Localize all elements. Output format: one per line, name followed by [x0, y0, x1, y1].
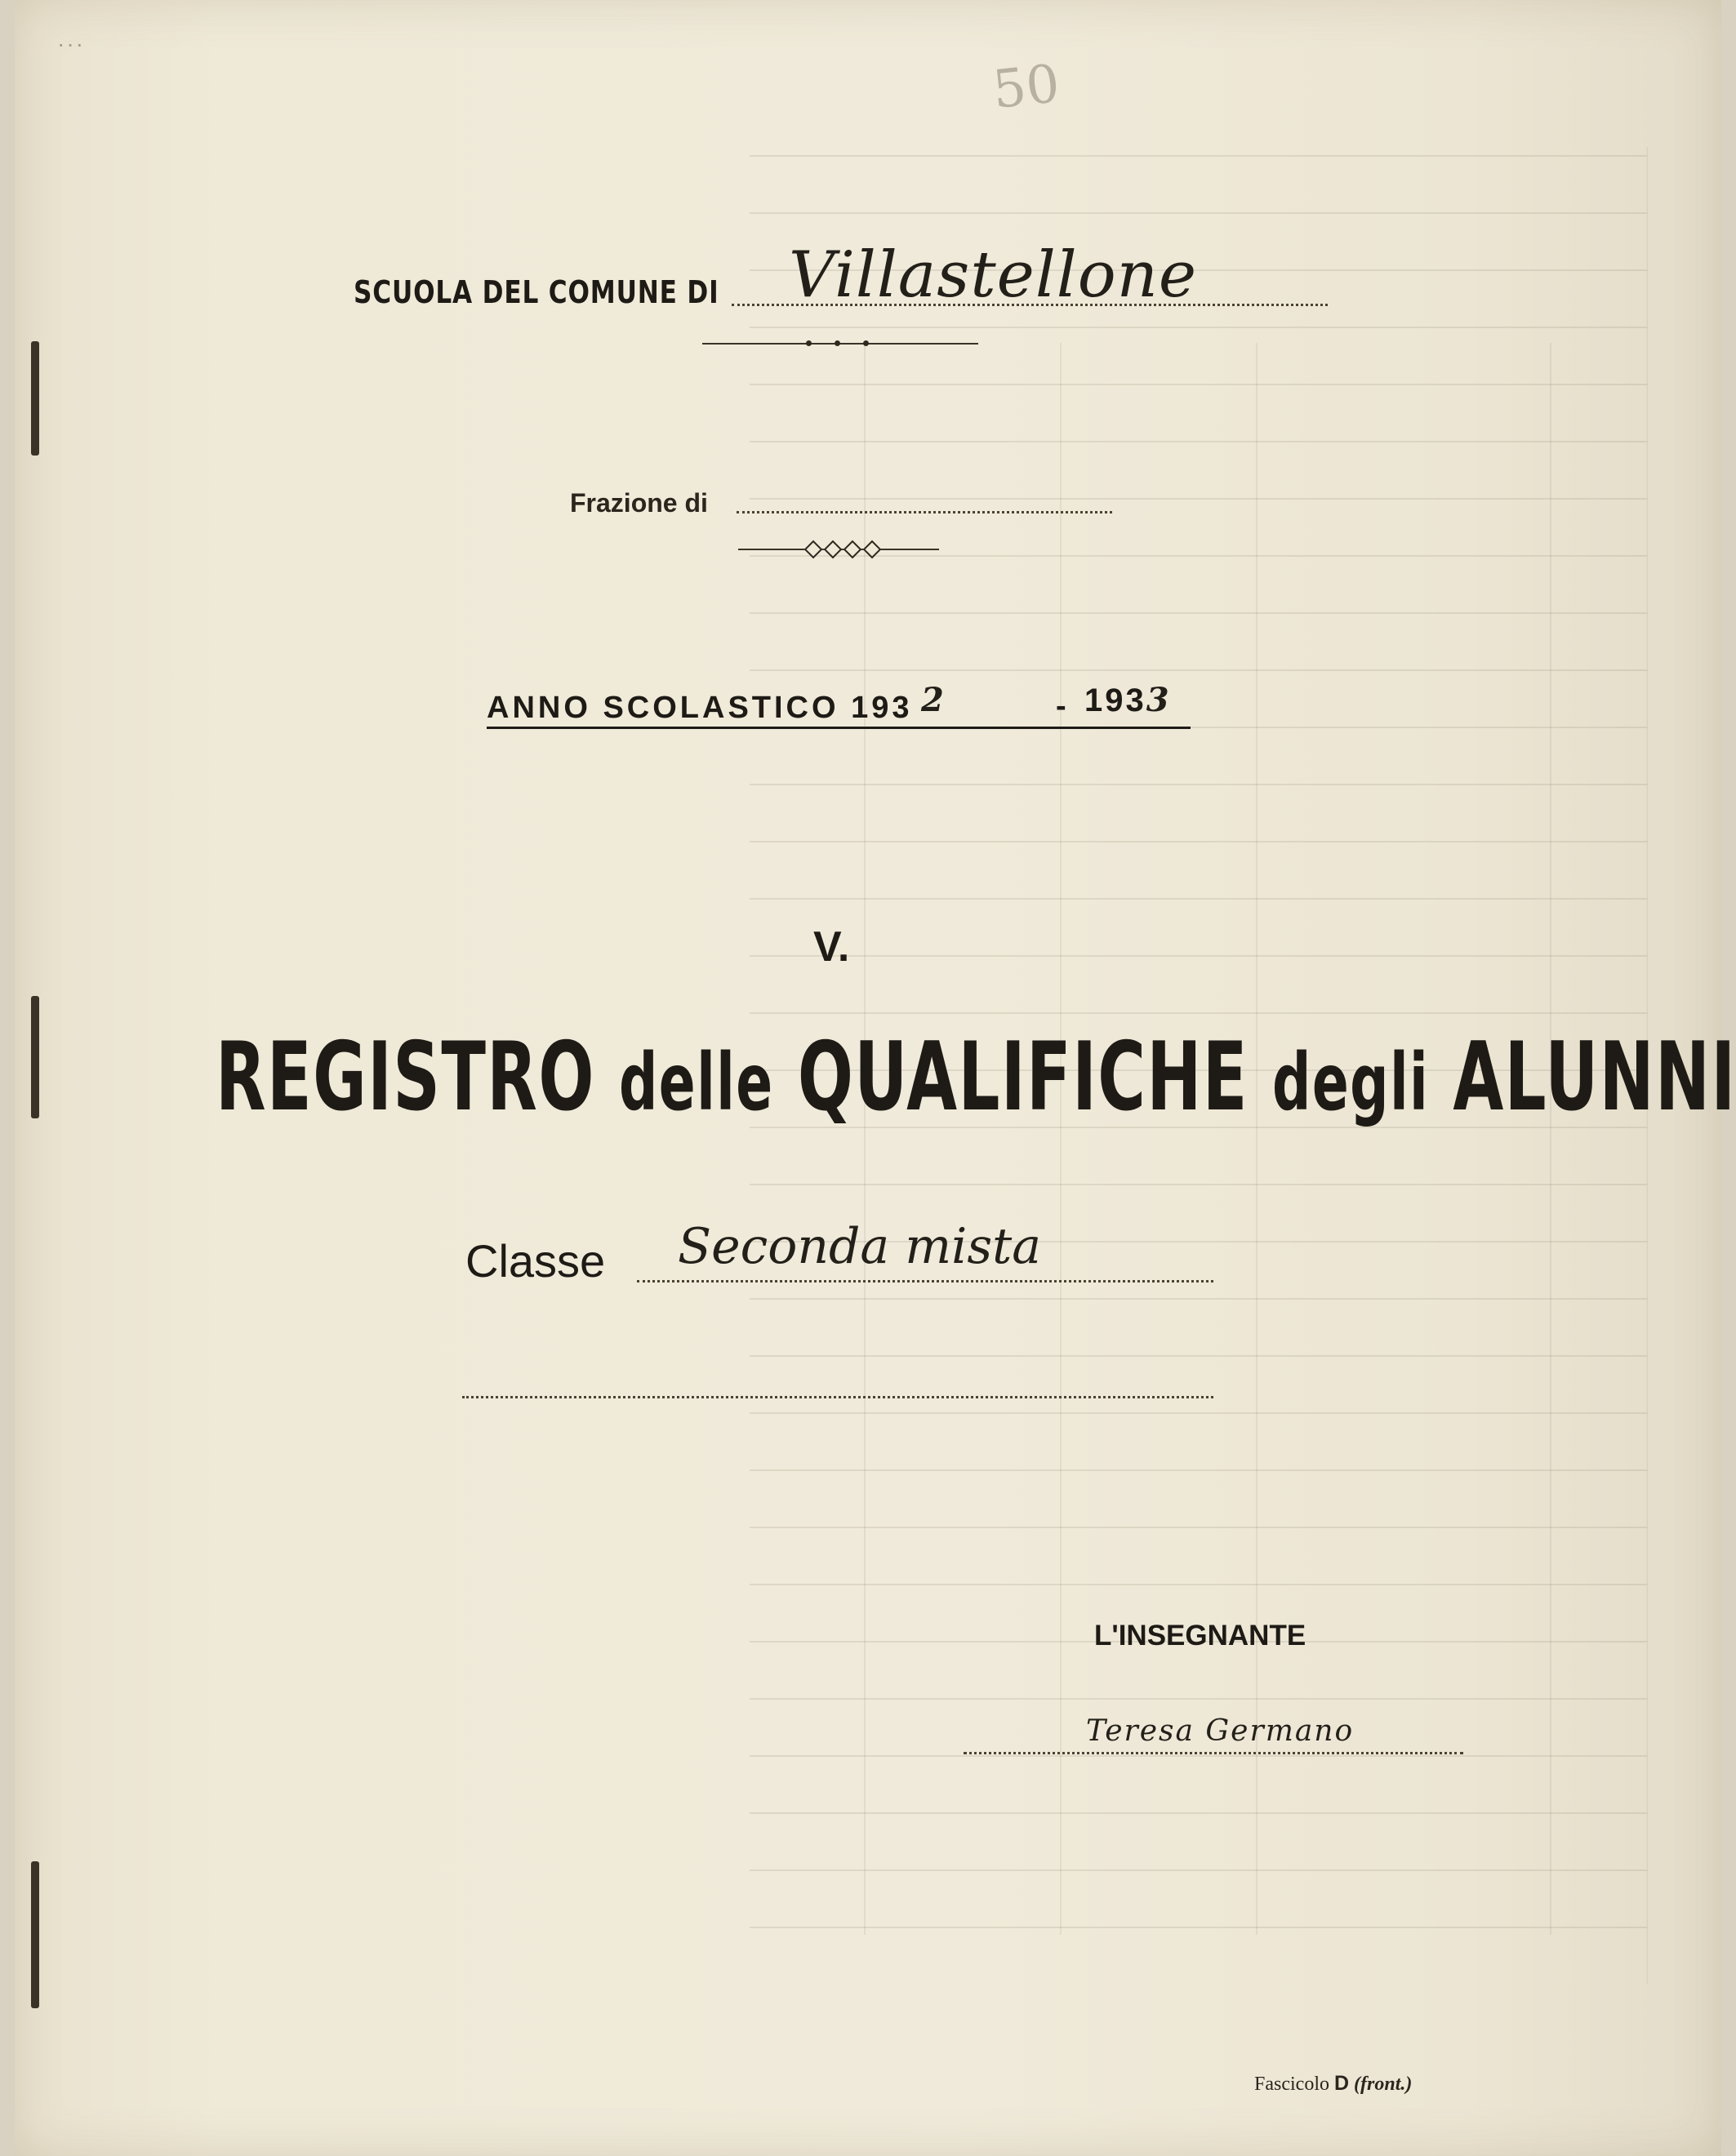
show-through-line	[1256, 343, 1257, 1935]
anno-end-digit: 3	[1146, 681, 1172, 719]
ornament-dot	[806, 340, 812, 346]
register-title	[216, 1022, 1736, 1132]
scuola-label: SCUOLA DEL COMUNE DI	[354, 274, 719, 310]
frazione-label: Frazione di	[570, 488, 708, 518]
anno-end-year	[1084, 681, 1172, 719]
binding-staple	[31, 341, 39, 456]
title-word-alunni: ALUNNI	[1453, 1022, 1736, 1132]
ornament-dot	[835, 340, 840, 346]
insegnante-dotted-line	[964, 1752, 1463, 1754]
ornament-dot	[863, 340, 869, 346]
anno-start-digit: 2	[921, 681, 946, 719]
frazione-dotted-line	[737, 511, 1112, 513]
anno-scolastico-label: ANNO SCOLASTICO 193	[487, 691, 913, 725]
anno-end-prefix: 193	[1084, 682, 1146, 718]
insegnante-label: L'INSEGNANTE	[1094, 1620, 1306, 1651]
show-through-line	[1060, 343, 1062, 1935]
binding-staple	[31, 996, 39, 1118]
show-through-line	[864, 343, 866, 1935]
pencil-number: 50	[990, 53, 1063, 122]
title-word-qualifiche: QUALIFICHE	[797, 1022, 1249, 1132]
title-word-delle: delle	[618, 1037, 774, 1128]
divider-ornament	[702, 343, 978, 345]
comune-handwritten-value: Villastellone	[789, 238, 1198, 312]
corner-wear-mark: ···	[57, 31, 85, 56]
fascicolo-letter: D	[1333, 2072, 1350, 2095]
show-through-line	[1550, 343, 1551, 1935]
volume-number: V.	[813, 923, 850, 971]
title-word-registro: REGISTRO	[216, 1022, 595, 1132]
insegnante-handwritten-signature: Teresa Germano	[1086, 1714, 1355, 1748]
fascicolo-note: (front.)	[1354, 2074, 1413, 2095]
classe-handwritten-value: Seconda mista	[678, 1218, 1041, 1275]
classe-dotted-line	[637, 1280, 1213, 1282]
fascicolo-footer	[1254, 2072, 1412, 2096]
binding-staple	[31, 1861, 39, 2008]
classe-second-dotted-line	[462, 1396, 1213, 1398]
fascicolo-label: Fascicolo	[1254, 2074, 1329, 2095]
document-page	[15, 0, 1736, 2156]
anno-underline	[487, 727, 1191, 729]
classe-label: Classe	[465, 1235, 606, 1287]
title-word-degli: degli	[1272, 1037, 1430, 1128]
anno-separator: -	[1056, 689, 1066, 723]
